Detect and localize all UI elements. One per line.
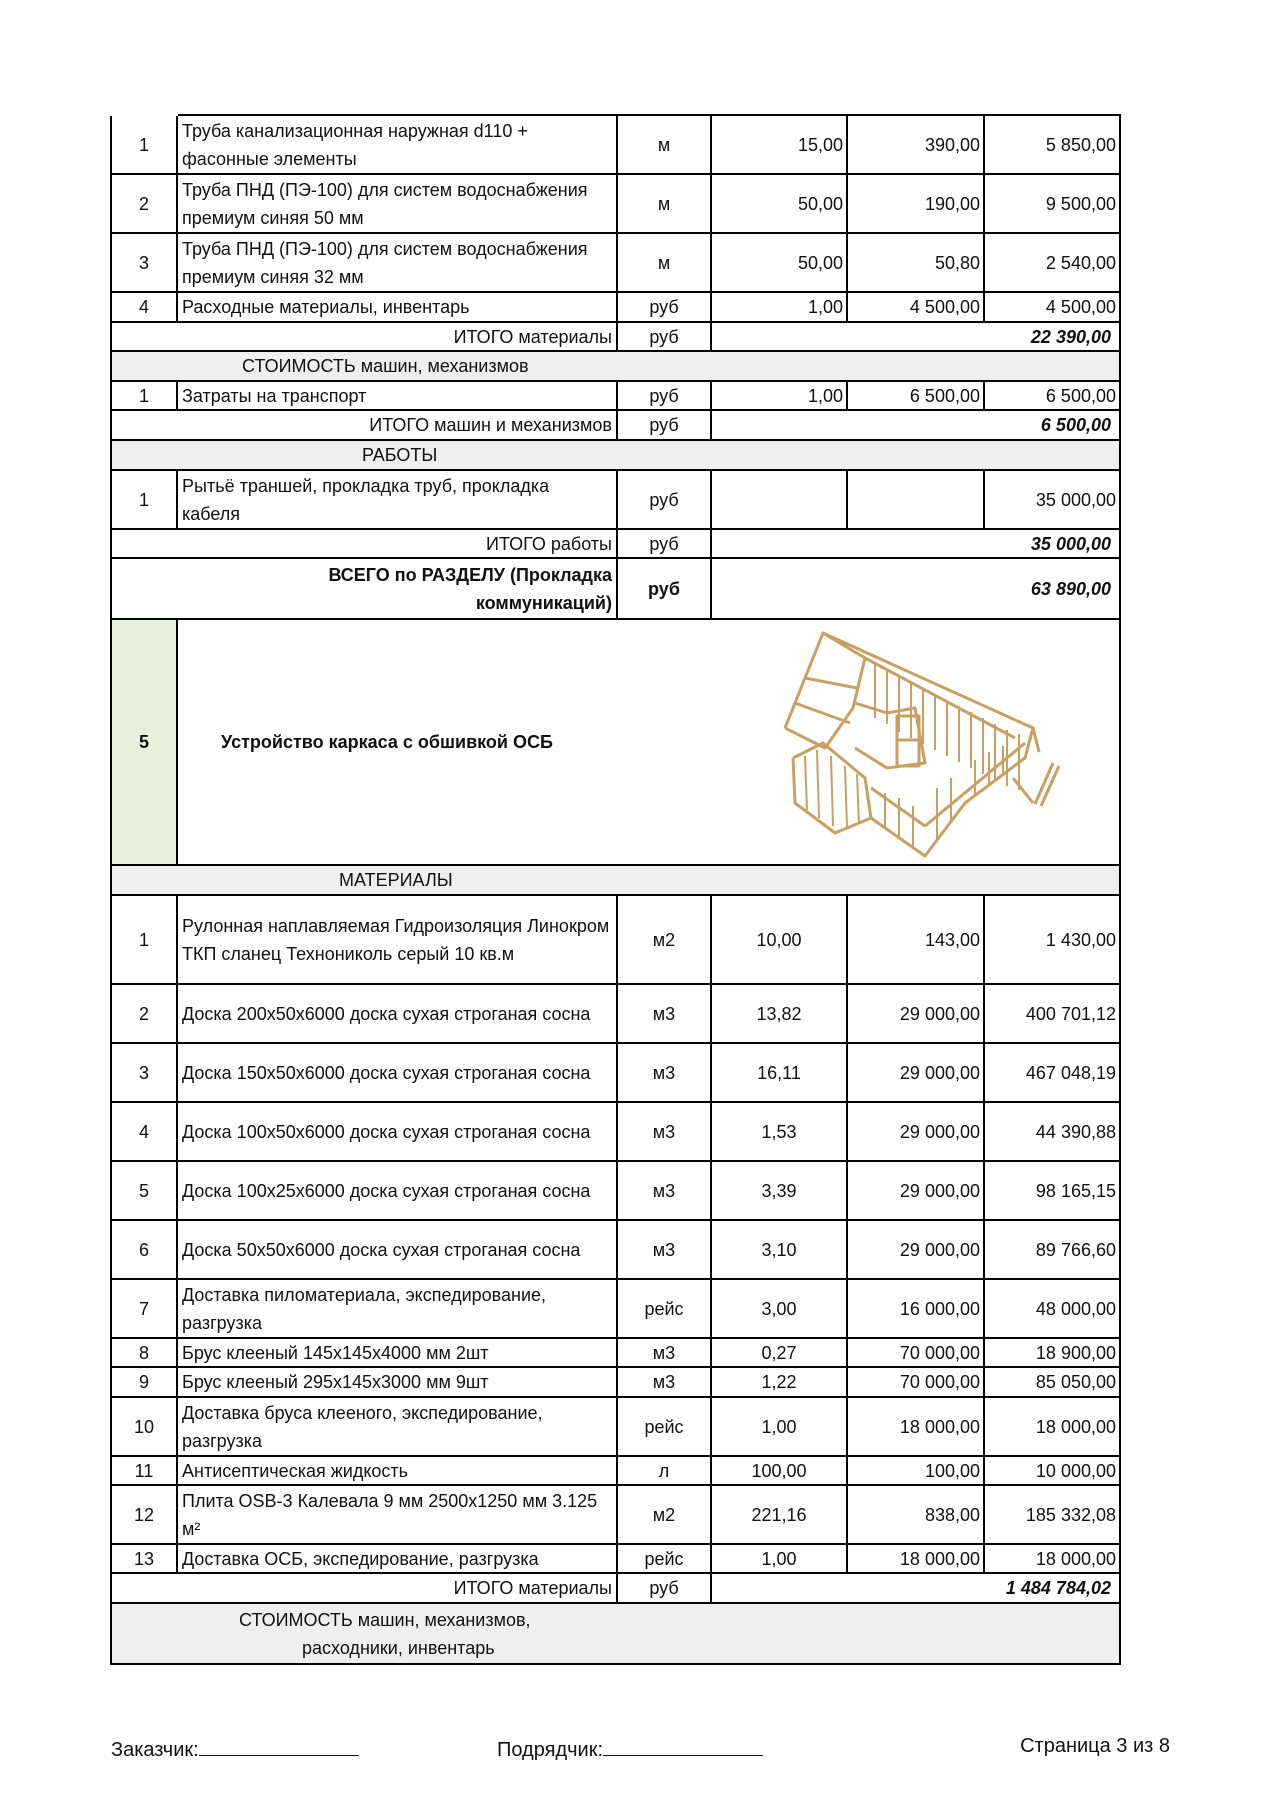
- table-row: [110, 1545, 1121, 1574]
- item-price: 838,00: [848, 1486, 985, 1543]
- item-sum: 18 000,00: [985, 1545, 1121, 1572]
- category-header-row: [110, 1604, 1121, 1665]
- item-qty: 13,82: [712, 985, 848, 1042]
- table-row: [110, 1457, 1121, 1486]
- section-title: Устройство каркаса с обшивкой ОСБ: [221, 732, 553, 752]
- item-price: 18 000,00: [848, 1398, 985, 1455]
- item-price: 18 000,00: [848, 1545, 985, 1572]
- row-number: 3: [110, 1044, 178, 1101]
- item-price: 100,00: [848, 1457, 985, 1484]
- section-title-cell: [178, 620, 1121, 864]
- subtotal-label: ИТОГО материалы: [110, 323, 618, 350]
- contractor-signature: [497, 1735, 763, 1762]
- item-unit: м: [618, 234, 712, 291]
- item-name: Расходные материалы, инвентарь: [178, 293, 618, 321]
- subtotal-label: ИТОГО работы: [110, 530, 618, 557]
- item-name: Рулонная наплавляемая Гидроизоляция Линокром ТКП сланец Технониколь серый 10 кв.м: [178, 896, 618, 983]
- page-number: Страница 3 из 8: [1020, 1735, 1170, 1757]
- row-number: 1: [110, 896, 178, 983]
- item-price: 29 000,00: [848, 1044, 985, 1101]
- row-number: 2: [110, 985, 178, 1042]
- subtotal-row: [110, 323, 1121, 352]
- row-number: 12: [110, 1486, 178, 1543]
- item-price: 190,00: [848, 175, 985, 232]
- item-name: Доска 100х50х6000 доска сухая строганая сосна: [178, 1103, 618, 1160]
- item-price: 4 500,00: [848, 293, 985, 321]
- item-name: Доска 200х50х6000 доска сухая строганая сосна: [178, 985, 618, 1042]
- item-qty: 10,00: [712, 896, 848, 983]
- item-unit: м: [618, 175, 712, 232]
- item-name: Доставка пиломатериала, экспедирование, разгрузка: [178, 1280, 618, 1337]
- item-name: Доска 50х50х6000 доска сухая строганая сосна: [178, 1221, 618, 1278]
- item-price: 70 000,00: [848, 1339, 985, 1366]
- subtotal-value: 6 500,00: [712, 411, 1121, 439]
- item-sum: 89 766,60: [985, 1221, 1121, 1278]
- table-row: [110, 896, 1121, 985]
- subtotal-unit: руб: [618, 411, 712, 439]
- estimate-table: [110, 116, 1121, 1665]
- table-row: [110, 985, 1121, 1044]
- item-sum: 18 000,00: [985, 1398, 1121, 1455]
- item-qty: 221,16: [712, 1486, 848, 1543]
- item-sum: 48 000,00: [985, 1280, 1121, 1337]
- row-number: 8: [110, 1339, 178, 1366]
- table-row: [110, 382, 1121, 411]
- item-name: Труба ПНД (ПЭ-100) для систем водоснабжения премиум синяя 50 мм: [178, 175, 618, 232]
- item-unit: м3: [618, 1339, 712, 1366]
- subtotal-value: 22 390,00: [712, 323, 1121, 350]
- table-row: [110, 1044, 1121, 1103]
- item-price: 29 000,00: [848, 1162, 985, 1219]
- item-sum: 467 048,19: [985, 1044, 1121, 1101]
- table-row: [110, 234, 1121, 293]
- item-name: Брус клееный 295х145х3000 мм 9шт: [178, 1368, 618, 1396]
- category-header: [110, 352, 1121, 380]
- item-name: Доска 100х25х6000 доска сухая строганая сосна: [178, 1162, 618, 1219]
- contractor-label: Подрядчик:: [497, 1739, 604, 1761]
- table-row: [110, 1368, 1121, 1398]
- item-sum: 2 540,00: [985, 234, 1121, 291]
- item-price: 6 500,00: [848, 382, 985, 409]
- item-unit: м3: [618, 1221, 712, 1278]
- table-row: [110, 1280, 1121, 1339]
- row-number: 4: [110, 293, 178, 321]
- item-qty: 16,11: [712, 1044, 848, 1101]
- item-qty: 1,00: [712, 1545, 848, 1572]
- table-row: [110, 1398, 1121, 1457]
- subtotal-label: ИТОГО машин и механизмов: [110, 411, 618, 439]
- item-name: Затраты на транспорт: [178, 382, 618, 409]
- category-title: РАБОТЫ: [362, 445, 438, 465]
- contractor-signature-line: [603, 1735, 763, 1756]
- table-row: [110, 1339, 1121, 1368]
- item-unit: м3: [618, 985, 712, 1042]
- table-row: [110, 293, 1121, 323]
- row-number: 3: [110, 234, 178, 291]
- item-unit: м: [618, 114, 712, 173]
- row-number: 6: [110, 1221, 178, 1278]
- category-header: [110, 441, 1121, 469]
- item-unit: руб: [618, 293, 712, 321]
- item-name: Плита OSB-3 Калевала 9 мм 2500х1250 мм 3.125 м²: [178, 1486, 618, 1543]
- item-qty: 3,39: [712, 1162, 848, 1219]
- section-header-row: [110, 620, 1121, 866]
- row-number: 1: [110, 382, 178, 409]
- item-unit: руб: [618, 382, 712, 409]
- customer-label: Заказчик:: [111, 1739, 199, 1761]
- table-row: [110, 116, 1121, 175]
- item-name: Доставка бруса клееного, экспедирование, разгрузка: [178, 1398, 618, 1455]
- category-header-row: [110, 866, 1121, 896]
- item-sum: 6 500,00: [985, 382, 1121, 409]
- item-price: 29 000,00: [848, 1103, 985, 1160]
- item-name: Труба канализационная наружная d110 + фасонные элементы: [178, 114, 618, 173]
- item-qty: 100,00: [712, 1457, 848, 1484]
- subtotal-row: [110, 530, 1121, 559]
- subtotal-unit: руб: [618, 530, 712, 557]
- customer-signature: [111, 1735, 359, 1762]
- row-number: 13: [110, 1545, 178, 1572]
- item-sum: 4 500,00: [985, 293, 1121, 321]
- category-header-row: [110, 352, 1121, 382]
- subtotal-row: [110, 411, 1121, 441]
- table-row: [110, 1486, 1121, 1545]
- item-name: Брус клееный 145х145х4000 мм 2шт: [178, 1339, 618, 1366]
- item-name: Рытьё траншей, прокладка труб, прокладка кабеля: [178, 471, 618, 528]
- item-price: 50,80: [848, 234, 985, 291]
- item-sum: 10 000,00: [985, 1457, 1121, 1484]
- item-sum: 98 165,15: [985, 1162, 1121, 1219]
- item-price: 29 000,00: [848, 1221, 985, 1278]
- table-row: [110, 175, 1121, 234]
- row-number: 7: [110, 1280, 178, 1337]
- item-qty: 1,22: [712, 1368, 848, 1396]
- item-unit: м3: [618, 1103, 712, 1160]
- item-name: Труба ПНД (ПЭ-100) для систем водоснабжения премиум синяя 32 мм: [178, 234, 618, 291]
- item-qty: 1,00: [712, 293, 848, 321]
- item-sum: 185 332,08: [985, 1486, 1121, 1543]
- item-name: Доска 150х50х6000 доска сухая строганая сосна: [178, 1044, 618, 1101]
- row-number: 4: [110, 1103, 178, 1160]
- category-title-line2: расходники, инвентарь: [302, 1638, 495, 1658]
- row-number: 1: [110, 116, 178, 173]
- section-total-label: ВСЕГО по РАЗДЕЛУ (Прокладка коммуникаций): [110, 559, 618, 618]
- item-sum: 85 050,00: [985, 1368, 1121, 1396]
- item-name: Антисептическая жидкость: [178, 1457, 618, 1484]
- subtotal-unit: руб: [618, 1574, 712, 1602]
- subtotal-value: 35 000,00: [712, 530, 1121, 557]
- section-total-row: [110, 559, 1121, 620]
- item-price: 70 000,00: [848, 1368, 985, 1396]
- item-unit: м2: [618, 1486, 712, 1543]
- item-sum: 400 701,12: [985, 985, 1121, 1042]
- item-unit: м3: [618, 1044, 712, 1101]
- row-number: 9: [110, 1368, 178, 1396]
- category-title-line1: СТОИМОСТЬ машин, механизмов,: [239, 1610, 531, 1630]
- subtotal-row: [110, 1574, 1121, 1604]
- item-price: 16 000,00: [848, 1280, 985, 1337]
- item-sum: 1 430,00: [985, 896, 1121, 983]
- category-header-row: [110, 441, 1121, 471]
- item-sum: 9 500,00: [985, 175, 1121, 232]
- table-row: [110, 1162, 1121, 1221]
- table-row: [110, 1103, 1121, 1162]
- category-title: СТОИМОСТЬ машин, механизмов: [242, 356, 529, 376]
- table-row: [110, 471, 1121, 530]
- item-price: 143,00: [848, 896, 985, 983]
- item-sum: 18 900,00: [985, 1339, 1121, 1366]
- item-unit: рейс: [618, 1280, 712, 1337]
- item-qty: [712, 471, 848, 528]
- item-qty: 3,00: [712, 1280, 848, 1337]
- item-qty: 1,00: [712, 382, 848, 409]
- item-price: 29 000,00: [848, 985, 985, 1042]
- item-name: Доставка ОСБ, экспедирование, разгрузка: [178, 1545, 618, 1572]
- item-sum: 5 850,00: [985, 114, 1121, 173]
- row-number: 11: [110, 1457, 178, 1484]
- customer-signature-line: [199, 1735, 359, 1756]
- category-header: [110, 1604, 1121, 1663]
- item-unit: м3: [618, 1368, 712, 1396]
- section-total-value: 63 890,00: [712, 559, 1121, 618]
- subtotal-label: ИТОГО материалы: [110, 1574, 618, 1602]
- item-unit: м2: [618, 896, 712, 983]
- item-unit: рейс: [618, 1545, 712, 1572]
- subtotal-value: 1 484 784,02: [712, 1574, 1121, 1602]
- item-price: [848, 471, 985, 528]
- item-qty: 3,10: [712, 1221, 848, 1278]
- item-unit: рейс: [618, 1398, 712, 1455]
- item-sum: 44 390,88: [985, 1103, 1121, 1160]
- item-qty: 1,53: [712, 1103, 848, 1160]
- item-unit: руб: [618, 471, 712, 528]
- item-qty: 50,00: [712, 175, 848, 232]
- subtotal-unit: руб: [618, 323, 712, 350]
- category-title: МАТЕРИАЛЫ: [339, 870, 453, 890]
- item-qty: 15,00: [712, 114, 848, 173]
- row-number: 1: [110, 471, 178, 528]
- item-qty: 50,00: [712, 234, 848, 291]
- item-unit: л: [618, 1457, 712, 1484]
- row-number: 10: [110, 1398, 178, 1455]
- item-price: 390,00: [848, 114, 985, 173]
- item-qty: 1,00: [712, 1398, 848, 1455]
- row-number: 5: [110, 1162, 178, 1219]
- item-sum: 35 000,00: [985, 471, 1121, 528]
- section-number: 5: [110, 620, 178, 864]
- category-header: [110, 866, 1121, 894]
- row-number: 2: [110, 175, 178, 232]
- item-unit: м3: [618, 1162, 712, 1219]
- section-total-unit: руб: [618, 559, 712, 618]
- house-frame-image: [775, 628, 1075, 858]
- item-qty: 0,27: [712, 1339, 848, 1366]
- table-row: [110, 1221, 1121, 1280]
